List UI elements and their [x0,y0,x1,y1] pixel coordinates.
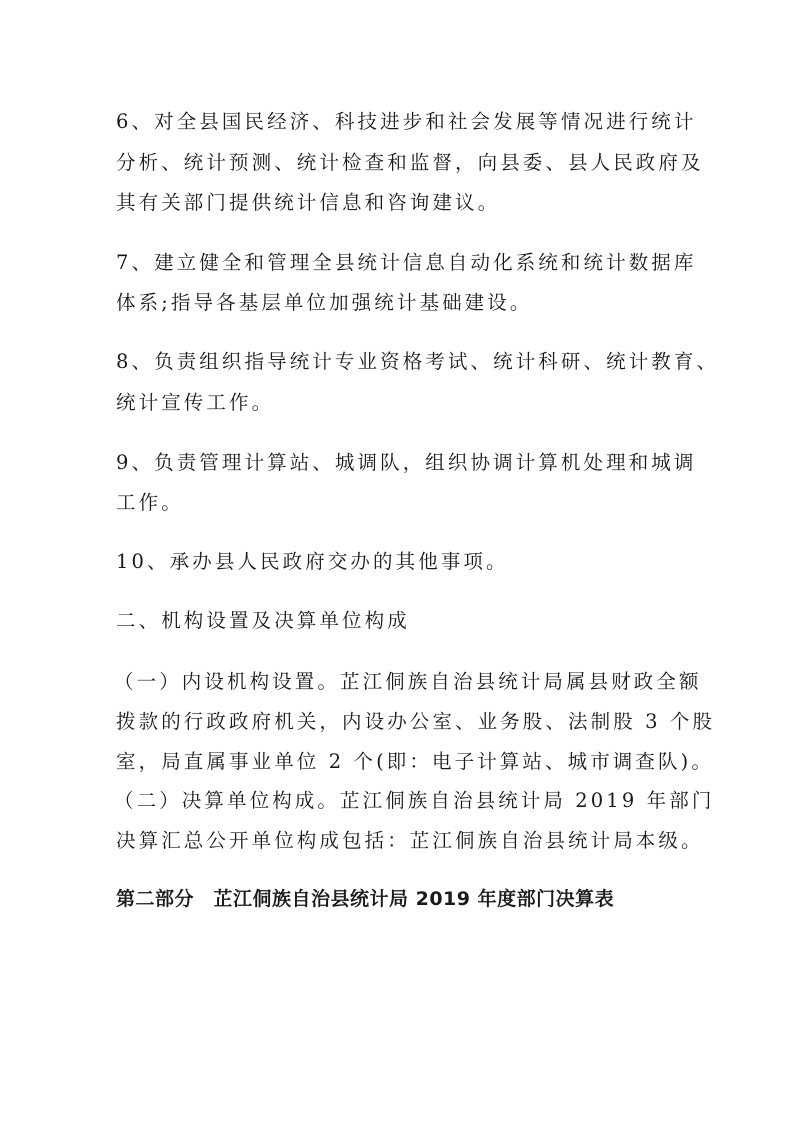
paragraph-10-line-1: 10、承办县人民政府交办的其他事项。 [116,550,509,573]
paragraph-6-line-3: 其有关部门提供统计信息和咨询建议。 [116,191,501,214]
paragraph-6-line-2: 分析、统计预测、统计检查和监督，向县委、县人民政府及 [116,151,704,174]
paragraph-7-line-1: 7、建立健全和管理全县统计信息自动化系统和统计数据库 [116,251,697,274]
paragraph-7-line-2: 体系;指导各基层单位加强统计基础建设。 [116,291,533,314]
section-title: 二、机构设置及决算单位构成 [116,609,410,632]
section-body-line-5: 决算汇总公开单位构成包括：芷江侗族自治县统计局本级。 [116,829,704,852]
section-body-line-4: （二）决算单位构成。芷江侗族自治县统计局 2019 年部门 [114,789,715,812]
paragraph-9-line-1: 9、负责管理计算站、城调队，组织协调计算机处理和城调 [116,451,697,474]
paragraph-6-line-1: 6、对全县国民经济、科技进步和社会发展等情况进行统计 [116,110,697,133]
section-body-line-3: 室，局直属事业单位 2 个(即：电子计算站、城市调查队)。 [116,750,714,773]
section-body-line-2: 拨款的行政政府机关，内设办公室、业务股、法制股 3 个股 [116,710,716,733]
section-body-line-1: （一）内设机构设置。芷江侗族自治县统计局属县财政全额 [114,670,702,693]
part-two-heading: 第二部分 芷江侗族自治县统计局 2019 年度部门决算表 [116,888,615,910]
paragraph-8-line-1: 8、负责组织指导统计专业资格考试、统计科研、统计教育、 [116,350,720,373]
paragraph-9-line-2: 工作。 [116,491,184,514]
paragraph-8-line-2: 统计宣传工作。 [116,391,275,414]
